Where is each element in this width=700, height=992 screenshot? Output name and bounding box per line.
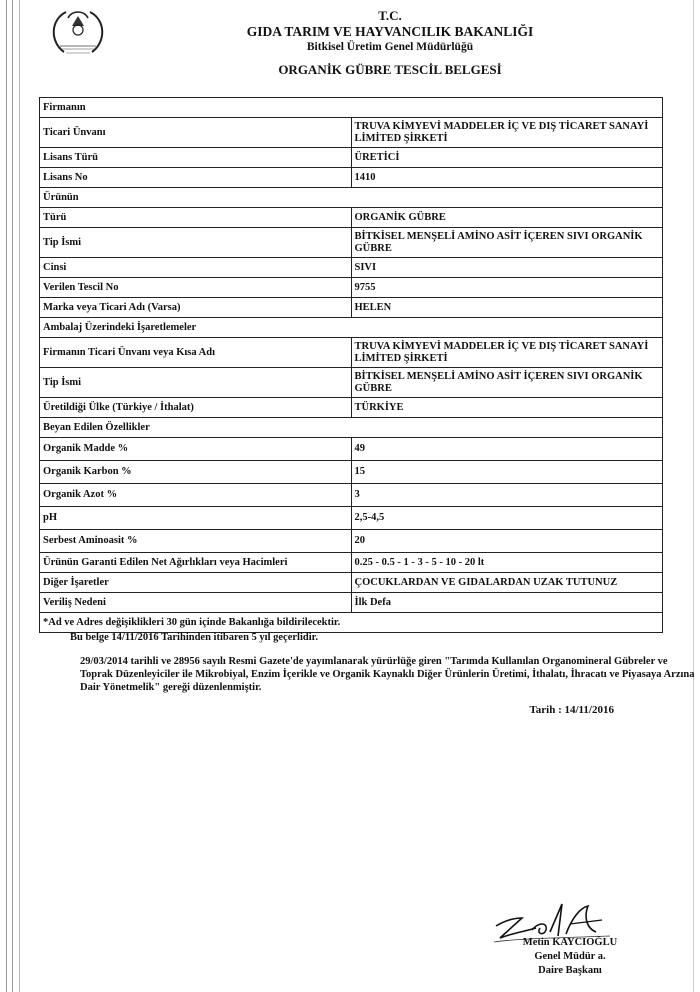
- table-row: [40, 593, 663, 613]
- table-row: [40, 484, 663, 507]
- table-row: [40, 228, 663, 258]
- signer-title: Genel Müdür a.: [534, 951, 606, 962]
- field-label: Verilen Tescil No: [40, 278, 352, 298]
- table-row: [40, 507, 663, 530]
- signer-department: Daire Başkanı: [538, 965, 602, 976]
- table-row: [40, 278, 663, 298]
- field-label: pH: [40, 507, 352, 530]
- field-label: Lisans Türü: [40, 148, 352, 168]
- table-row: [40, 438, 663, 461]
- table-row: [40, 168, 663, 188]
- field-label: Cinsi: [40, 258, 352, 278]
- header-ministry: GIDA TARIM VE HAYVANCILIK BAKANLIĞI: [246, 24, 534, 39]
- field-value: 9755: [351, 278, 663, 298]
- field-value: SIVI: [351, 258, 663, 278]
- field-value: ÇOCUKLARDAN VE GIDALARDAN UZAK TUTUNUZ: [351, 573, 663, 593]
- table-row: [40, 368, 663, 398]
- field-label: Organik Karbon %: [40, 461, 352, 484]
- section-row: [40, 418, 663, 438]
- document-title: ORGANİK GÜBRE TESCİL BELGESİ: [278, 62, 502, 77]
- field-label: Ürünün Garanti Edilen Net Ağırlıkları veya Hacimleri: [40, 553, 352, 573]
- signer-name: Metin KAYCIOĞLU: [522, 937, 618, 948]
- field-value: ORGANİK GÜBRE: [351, 208, 663, 228]
- field-label: Marka veya Ticari Adı (Varsa): [40, 298, 352, 318]
- validity-note: Bu belge 14/11/2016 Tarihinden itibaren 5 yıl geçerlidir.: [70, 632, 318, 643]
- section-row: [40, 188, 663, 208]
- table-row: [40, 398, 663, 418]
- field-label: Tip İsmi: [40, 368, 352, 398]
- field-value: HELEN: [351, 298, 663, 318]
- field-label: Diğer İşaretler: [40, 573, 352, 593]
- scan-edge-line: [693, 0, 694, 992]
- field-value: 3: [351, 484, 663, 507]
- field-value: BİTKİSEL MENŞELİ AMİNO ASİT İÇEREN SIVI ORGANİK GÜBRE: [351, 228, 663, 258]
- table-row: [40, 208, 663, 228]
- table-row: [40, 298, 663, 318]
- section-heading: Firmanın: [40, 98, 663, 118]
- table-row: [40, 258, 663, 278]
- field-label: Organik Madde %: [40, 438, 352, 461]
- field-value: 1410: [351, 168, 663, 188]
- table-row: [40, 553, 663, 573]
- ministry-logo: [42, 6, 114, 58]
- header-directorate: Bitkisel Üretim Genel Müdürlüğü: [306, 41, 474, 53]
- registration-table: [39, 97, 663, 633]
- field-value: TÜRKİYE: [351, 398, 663, 418]
- section-row: [40, 98, 663, 118]
- section-heading: Beyan Edilen Özellikler: [40, 418, 663, 438]
- field-value: ÜRETİCİ: [351, 148, 663, 168]
- table-row: [40, 338, 663, 368]
- table-row: [40, 461, 663, 484]
- section-row: [40, 318, 663, 338]
- table-row: [40, 613, 663, 633]
- field-value: BİTKİSEL MENŞELİ AMİNO ASİT İÇEREN SIVI ORGANİK GÜBRE: [351, 368, 663, 398]
- footnote: *Ad ve Adres değişiklikleri 30 gün içinde Bakanlığa bildirilecektir.: [40, 613, 663, 633]
- field-label: Veriliş Nedeni: [40, 593, 352, 613]
- field-label: Firmanın Ticari Ünvanı veya Kısa Adı: [40, 338, 352, 368]
- field-label: Üretildiği Ülke (Türkiye / İthalat): [40, 398, 352, 418]
- section-heading: Ürünün: [40, 188, 663, 208]
- table-row: [40, 148, 663, 168]
- field-label: Ticari Ünvanı: [40, 118, 352, 148]
- field-label: Lisans No: [40, 168, 352, 188]
- scan-edge-line: [19, 0, 20, 992]
- table-row: [40, 573, 663, 593]
- field-value: 2,5-4,5: [351, 507, 663, 530]
- field-label: Tip İsmi: [40, 228, 352, 258]
- field-label: Serbest Aminoasit %: [40, 530, 352, 553]
- document-date: Tarih : 14/11/2016: [529, 704, 614, 716]
- field-value: İlk Defa: [351, 593, 663, 613]
- scan-edge-line: [12, 0, 13, 992]
- header-tc: T.C.: [378, 8, 402, 23]
- table-row: [40, 530, 663, 553]
- field-value: 15: [351, 461, 663, 484]
- field-value: 49: [351, 438, 663, 461]
- field-label: Organik Azot %: [40, 484, 352, 507]
- field-value: 0.25 - 0.5 - 1 - 3 - 5 - 10 - 20 lt: [351, 553, 663, 573]
- field-value: 20: [351, 530, 663, 553]
- field-value: TRUVA KİMYEVİ MADDELER İÇ VE DIŞ TİCARET SANAYİ LİMİTED ŞİRKETİ: [351, 118, 663, 148]
- field-value: TRUVA KİMYEVİ MADDELER İÇ VE DIŞ TİCARET SANAYİ LİMİTED ŞİRKETİ: [351, 338, 663, 368]
- field-label: Türü: [40, 208, 352, 228]
- regulation-note: 29/03/2014 tarihli ve 28956 sayılı Resmi Gazete'de yayımlanarak yürürlüğe giren "Tarımda Kullanılan Organomineral Gübreler ve Toprak Düzenleyiciler ile Mikrobiyal, Enzim İçerikle ve Organik Kaynaklı Diğer Ürünlerin Üretimi, İthalatı, İhracatı ve Piyasaya Arzına Dair Yönetmelik" gereği düzenlenmiştir.: [80, 656, 695, 693]
- scan-edge-line: [6, 0, 7, 992]
- table-row: [40, 118, 663, 148]
- section-heading: Ambalaj Üzerindeki İşaretlemeler: [40, 318, 663, 338]
